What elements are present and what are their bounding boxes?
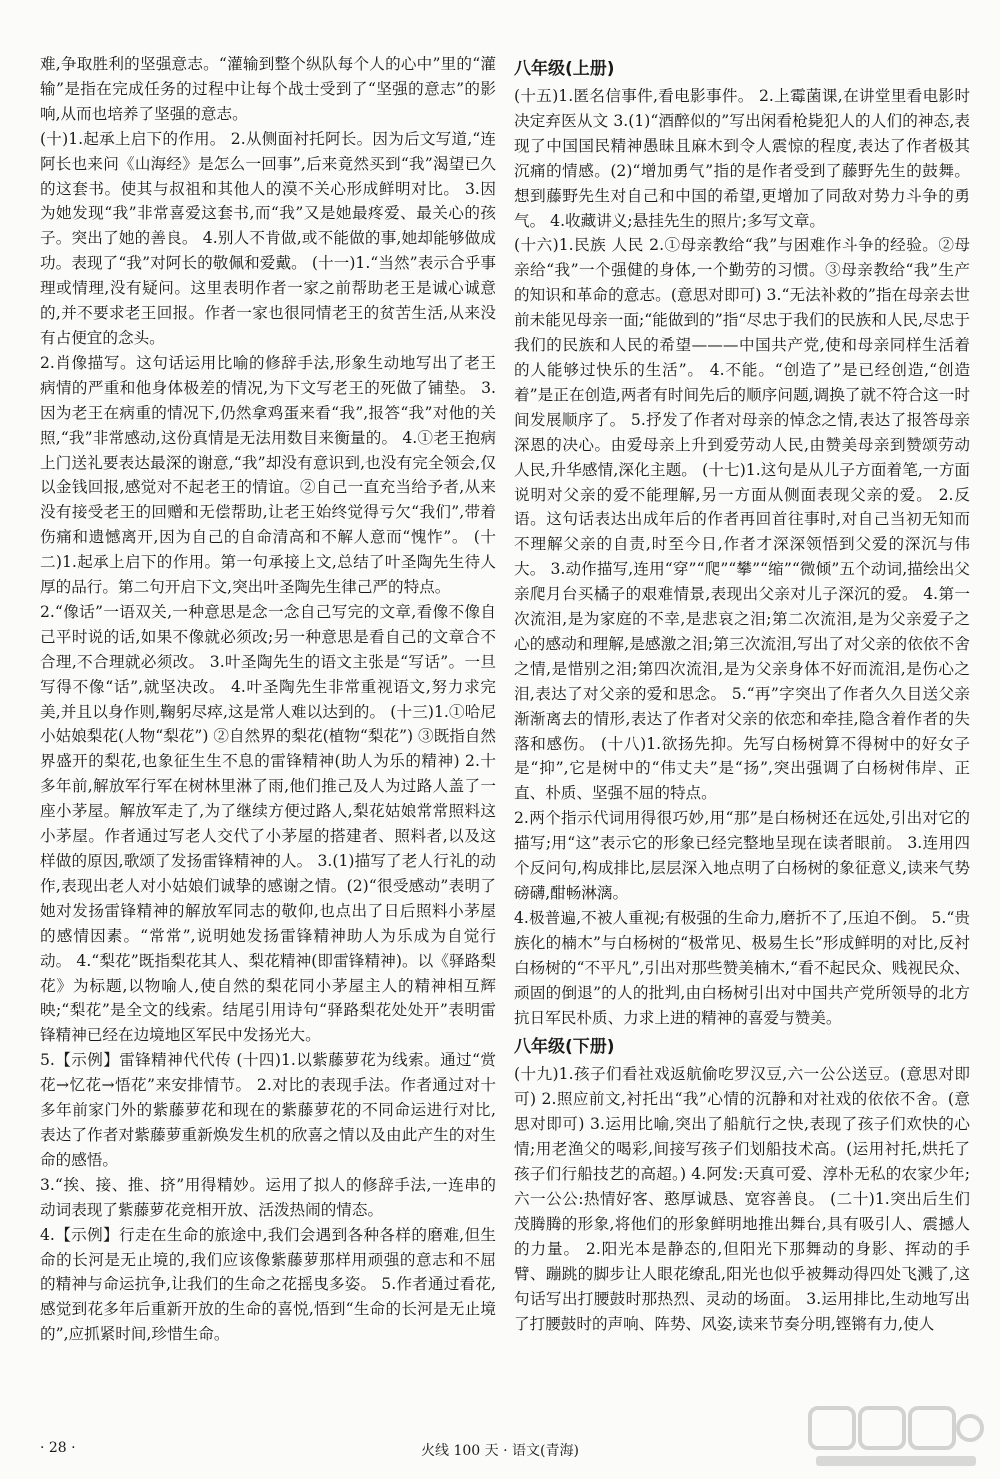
- section-heading-grade8-vol2: 八年级(下册): [514, 1037, 615, 1058]
- paragraph: (十九)1.孩子们看社戏返航偷吃罗汉豆,六一公公送豆。(意思对即可) 2.照应前文,衬托出“我”心情的沉静和对社戏的依依不舍。(意思对即可) 3.运用比喻,突出了船航行之快,表现了孩子们欢快的心情;用老渔父的喝彩,间接写孩子们划船技术高。(运用衬托,烘托了孩子们行船技艺的高超。) 4.阿发:天真可爱、淳朴无私的农家少年;六一公公:热情好客、憨厚诚恳、宽容善良。 (二十)1.突出后生们茂腾腾的形象,将他们的形象鲜明地推出舞台,具有吸引人、震撼人的力量。 2.阳光本是静态的,但阳光下那舞动的身影、挥动的手臂、蹦跳的脚步让人眼花缭乱,阳光也似乎被舞动得四处飞溅了,这句话写出打腰鼓时那热烈、灵动的场面。 3.运用排比,生动地写出了打腰鼓时的声响、阵势、风姿,读来节奏分明,铿锵有力,使人: [514, 1065, 970, 1333]
- paragraph: 2.“像话”一语双关,一种意思是念一念自己写完的文章,看像不像自己平时说的话,如果不像就必须改;另一种意思是看自己的文章合不合理,不合理就必须改。 3.叶圣陶先生的语文主张是“写话”。一旦写得不像“话”,就坚决改。 4.叶圣陶先生非常重视语文,努力求完美,并且以身作则,鞠躬尽瘁,这是常人难以达到的。 (十三)1.①哈尼小姑娘梨花(人物“梨花”) ②自然界的梨花(植物“梨花”) ③既指自然界盛开的梨花,也象征生生不息的雷锋精神(助人为乐的精神) 2.十多年前,解放军行军在树林里淋了雨,他们推己及人为过路人盖了一座小茅屋。解放军走了,为了继续方便过路人,梨花姑娘常常照料这小茅屋。作者通过写老人交代了小茅屋的搭建者、照料者,以及这样做的原因,歌颂了发扬雷锋精神的人。 3.(1)描写了老人行礼的动作,表现出老人对小姑娘们诚挚的感谢之情。(2)“很受感动”表明了她对发扬雷锋精神的解放军同志的敬仰,也点出了日后照料小茅屋的感情因素。“常常”,说明她发扬雷锋精神助人为乐成为自觉行动。 4.“梨花”既指梨花其人、梨花精神(即雷锋精神)。以《驿路梨花》为标题,以物喻人,使自然的梨花同小茅屋主人的精神相互辉映;“梨花”是全文的线索。结尾引用诗句“驿路梨花处处开”表明雷锋精神已经在边境地区军民中发扬光大。: [40, 602, 496, 1045]
- right-column: [514, 52, 970, 1422]
- watermark-logo-icon: [806, 1404, 986, 1472]
- paragraph: 4.【示例】行走在生命的旅途中,我们会遇到各种各样的磨难,但生命的长河是无止境的,我们应该像紫藤萝那样用顽强的意志和不屈的精神与命运抗争,让我们的生命之花摇曳多姿。 5.作者通过看花,感觉到花多年后重新开放的生命的喜悦,悟到“生命的长河是无止境的”,应抓紧时间,珍惜生命。: [40, 1225, 496, 1344]
- paragraph: 3.“挨、接、推、挤”用得精妙。运用了拟人的修辞手法,一连串的动词表现了紫藤萝花竞相开放、活泼热闹的情态。: [40, 1175, 496, 1219]
- paragraph: 4.极普遍,不被人重视;有极强的生命力,磨折不了,压迫不倒。 5.“贵族化的楠木”与白杨树的“极常见、极易生长”形成鲜明的对比,反衬白杨树的“不平凡”,引出对那些赞美楠木,“看不起民众、贱视民众、顽固的倒退”的人的批判,由白杨树引出对中国共产党所领导的北方抗日军民朴质、力求上进的精神的喜爱与赞美。: [514, 908, 970, 1027]
- paragraph: 5.【示例】雷锋精神代代传 (十四)1.以紫藤萝花为线索。通过“赏花→忆花→悟花”来安排情节。 2.对比的表现手法。作者通过对十多年前家门外的紫藤萝花和现在的紫藤萝花的不同命运进行对比,表达了作者对紫藤萝重新焕发生机的欣喜之情以及由此产生的对生命的感悟。: [40, 1051, 496, 1169]
- paragraph: (十)1.起承上启下的作用。 2.从侧面衬托阿长。因为后文写道,“连阿长也来问《山海经》是怎么一回事”,后来竟然买到“我”渴望已久的这套书。使其与叔祖和其他人的漠不关心形成鲜明对比。 3.因为她发现“我”非常喜爱这套书,而“我”又是她最疼爱、最关心的孩子。突出了她的善良。 4.别人不肯做,或不能做的事,她却能够做成功。表现了“我”对阿长的敬佩和爱戴。 (十一)1.“当然”表示合乎事理或情理,没有疑问。这里表明作者一家之前帮助老王是诚心诚意的,并不要求老王回报。作者一家也很同情老王的贫苦生活,从来没有占便宜的念头。: [40, 129, 496, 347]
- page-number: · 28 ·: [40, 1440, 76, 1456]
- paragraph: 2.两个指示代词用得很巧妙,用“那”是白杨树还在远处,引出对它的描写;用“这”表示它的形象已经完整地呈现在读者眼前。 3.连用四个反问句,构成排比,层层深入地点明了白杨树的象征意义,读来气势磅礴,酣畅淋漓。: [514, 809, 970, 902]
- paragraph: 2.肖像描写。这句话运用比喻的修辞手法,形象生动地写出了老王病情的严重和他身体极差的情况,为下文写老王的死做了铺垫。 3.因为老王在病重的情况下,仍然拿鸡蛋来看“我”,报答“我”对他的关照,“我”非常感动,这份真情是无法用数目来衡量的。 4.①老王抱病上门送礼要表达最深的谢意,“我”却没有意识到,也没有完全领会,仅以金钱回报,感觉对不起老王的情谊。②自己一直充当给予者,从来没有接受老王的回赠和无偿帮助,让老王始终觉得亏欠“我们”,带着伤痛和遗憾离开,因为自己的自命清高和不解人意而“愧怍”。 (十二)1.起承上启下的作用。第一句承接上文,总结了叶圣陶先生待人厚的品行。第二句开启下文,突出叶圣陶先生律己严的特点。: [40, 353, 496, 597]
- left-column: [40, 52, 496, 1422]
- paragraph: (十六)1.民族 人民 2.①母亲教给“我”与困难作斗争的经验。②母亲给“我”一个强健的身体,一个勤劳的习惯。③母亲教给“我”生产的知识和革命的意志。(意思对即可) 3.“无法补救的”指在母亲去世前未能见母亲一面;“能做到的”指“尽忠于我们的民族和人民,尽忠于我们的民族和人民的希望———中国共产党,使和母亲同样生活着的人能够过快乐的生活”。 4.不能。“创造了”是已经创造,“创造着”是正在创造,两者有时间先后的顺序问题,调换了就不符合这一时间发展顺序了。 5.抒发了作者对母亲的悼念之情,表达了报答母亲深恩的决心。由爱母亲上升到爱劳动人民,由赞美母亲到赞颂劳动人民,升华感情,深化主题。 (十七)1.这句是从儿子方面着笔,一方面说明对父亲的爱不能理解,另一方面从侧面表现父亲的爱。 2.反语。这句话表达出成年后的作者再回首往事时,对自己当初无知而不理解父亲的自责,时至今日,作者才深深领悟到父爱的深沉与伟大。 3.动作描写,连用“穿”“爬”“攀”“缩”“微倾”五个动词,描绘出父亲爬月台买橘子的艰难情景,表现出父亲对儿子深沉的爱。 4.第一次流泪,是为家庭的不幸,是悲哀之泪;第二次流泪,是为父亲爱子之心的感动和理解,是感激之泪;第三次流泪,写出了对父亲的依依不舍之情,是惜别之泪;第四次流泪,是为父亲身体不好而流泪,是伤心之泪,表达了对父亲的爱和思念。 5.“再”字突出了作者久久目送父亲渐渐离去的情形,表达了作者对父亲的依恋和牵挂,隐含着作者的失落和感伤。 (十八)1.欲扬先抑。先写白杨树算不得树中的好女子是“抑”,它是树中的“伟丈夫”是“扬”,突出强调了白杨树伟岸、正直、朴质、坚强不屈的特点。: [514, 236, 970, 803]
- section-heading-grade8-vol1: 八年级(上册): [514, 59, 615, 79]
- paragraph: (十五)1.匿名信事件,看电影事件。 2.上霉菌课,在讲堂里看电影时 决定弃医从文 3.(1)“酒醉似的”写出闲看枪毙犯人的人们的神态,表现了中国国民精神愚昧且麻木到令人震惊的程度,表达了作者极其沉痛的情感。(2)“增加勇气”指的是作者受到了藤野先生的鼓舞。想到藤野先生对自己和中国的希望,更增加了同敌对势力斗争的勇气。 4.收藏讲义;悬挂先生的照片;多写文章。: [514, 87, 970, 230]
- book-title: 火线 100 天 · 语文(青海): [421, 1443, 579, 1459]
- paragraph: 难,争取胜利的坚强意志。“灌输到整个纵队每个人的心中”里的“灌输”是指在完成任务的过程中让每个战士受到了“坚强的意志”的影响,从而也培养了坚强的意志。: [40, 55, 496, 123]
